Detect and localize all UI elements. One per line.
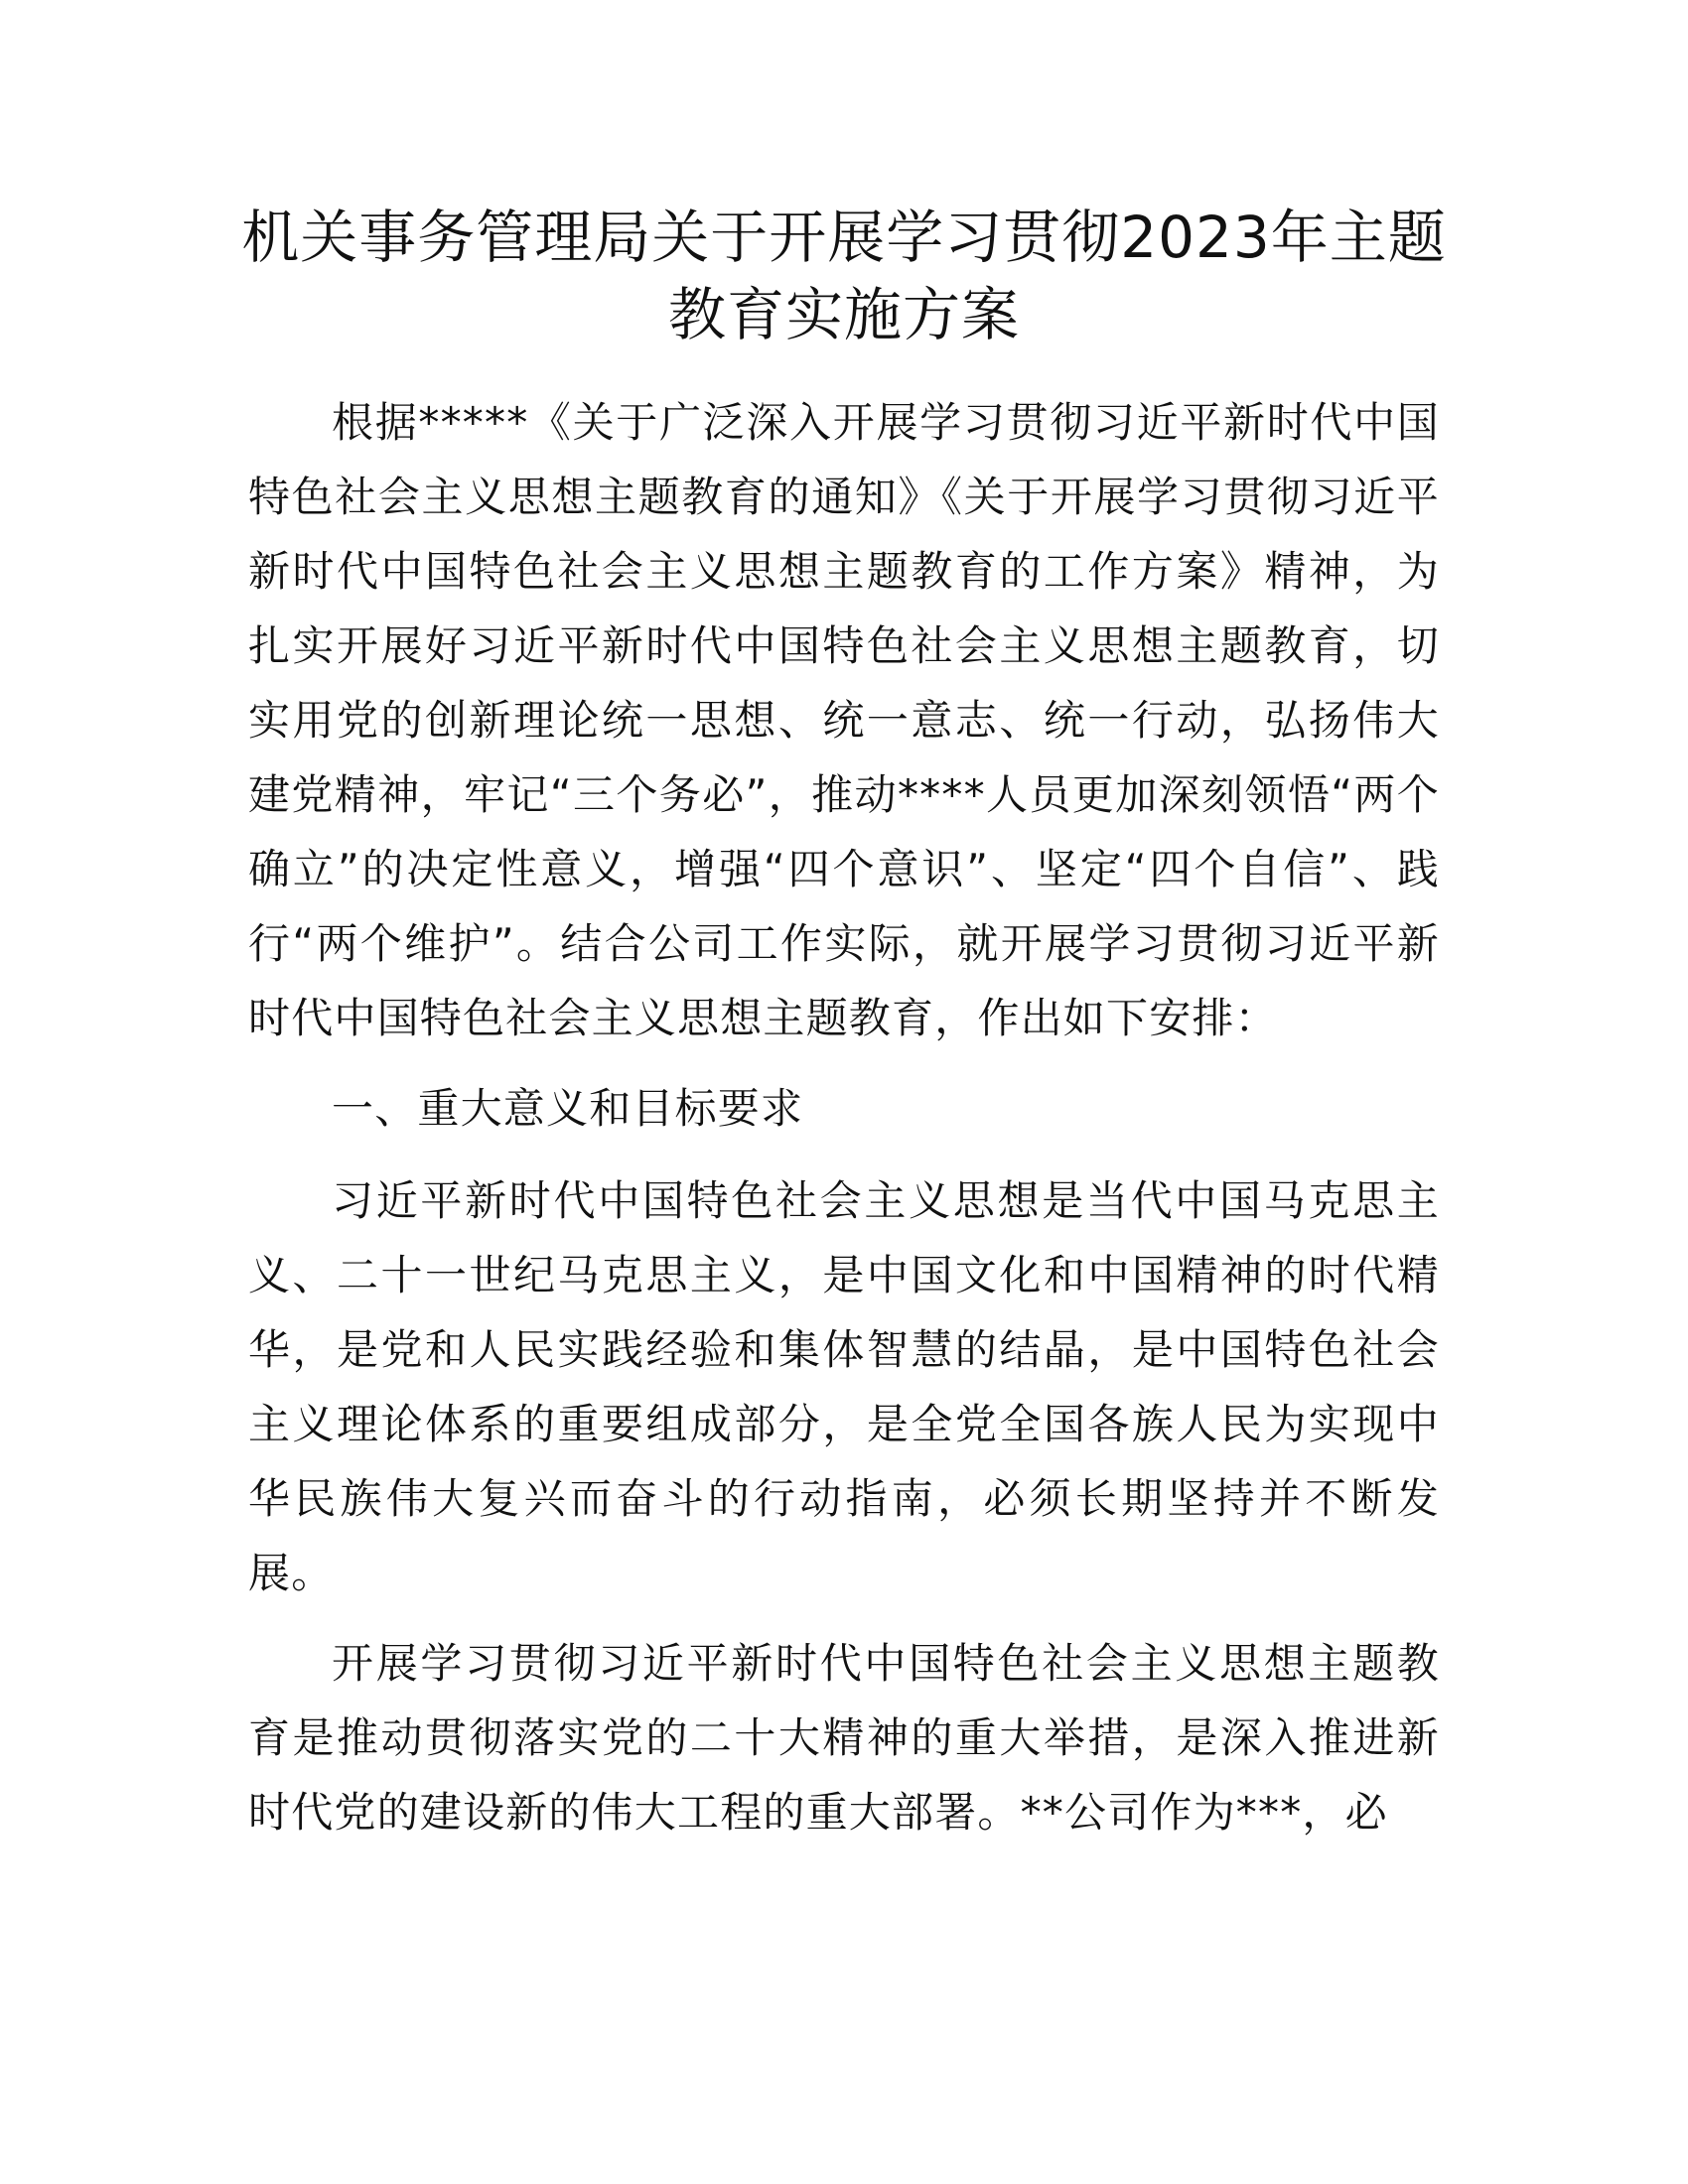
document-title <box>238 199 1450 353</box>
paragraph-intro: 根据*****《关于广泛深入开展学习贯彻习近平新时代中国特色社会主义思想主题教育的通知》《关于开展学习贯彻习近平新时代中国特色社会主义思想主题教育的工作方案》精神，为扎实开展好习近平新时代中国特色社会主义思想主题教育，切实用党的创新理论统一思想、统一意志、统一行动，弘扬伟大建党精神，牢记“三个务必”，推动****人员更加深刻领悟“两个确立”的决定性意义，增强“四个意识”、坚定“四个自信”、践行“两个维护”。结合公司工作实际，就开展学习贯彻习近平新时代中国特色社会主义思想主题教育，作出如下安排： <box>248 398 1440 1042</box>
title-line-2: 教育实施方案 <box>667 281 1020 348</box>
paragraph-measures: 开展学习贯彻习近平新时代中国特色社会主义思想主题教育是推动贯彻落实党的二十大精神的重大举措，是深入推进新时代党的建设新的伟大工程的重大部署。**公司作为***，必 <box>248 1639 1440 1837</box>
paragraph-significance: 习近平新时代中国特色社会主义思想是当代中国马克思主义、二十一世纪马克思主义，是中国文化和中国精神的时代精华，是党和人民实践经验和集体智慧的结晶，是中国特色社会主义理论体系的重要组成部分，是全党全国各族人民为实现中华民族伟大复兴而奋斗的行动指南，必须长期坚持并不断发展。 <box>248 1176 1440 1597</box>
document-body <box>248 385 1440 1865</box>
section-heading-1: 一、重大意义和目标要求 <box>332 1084 804 1133</box>
title-line-1: 机关事务管理局关于开展学习贯彻2023年主题 <box>241 204 1447 271</box>
